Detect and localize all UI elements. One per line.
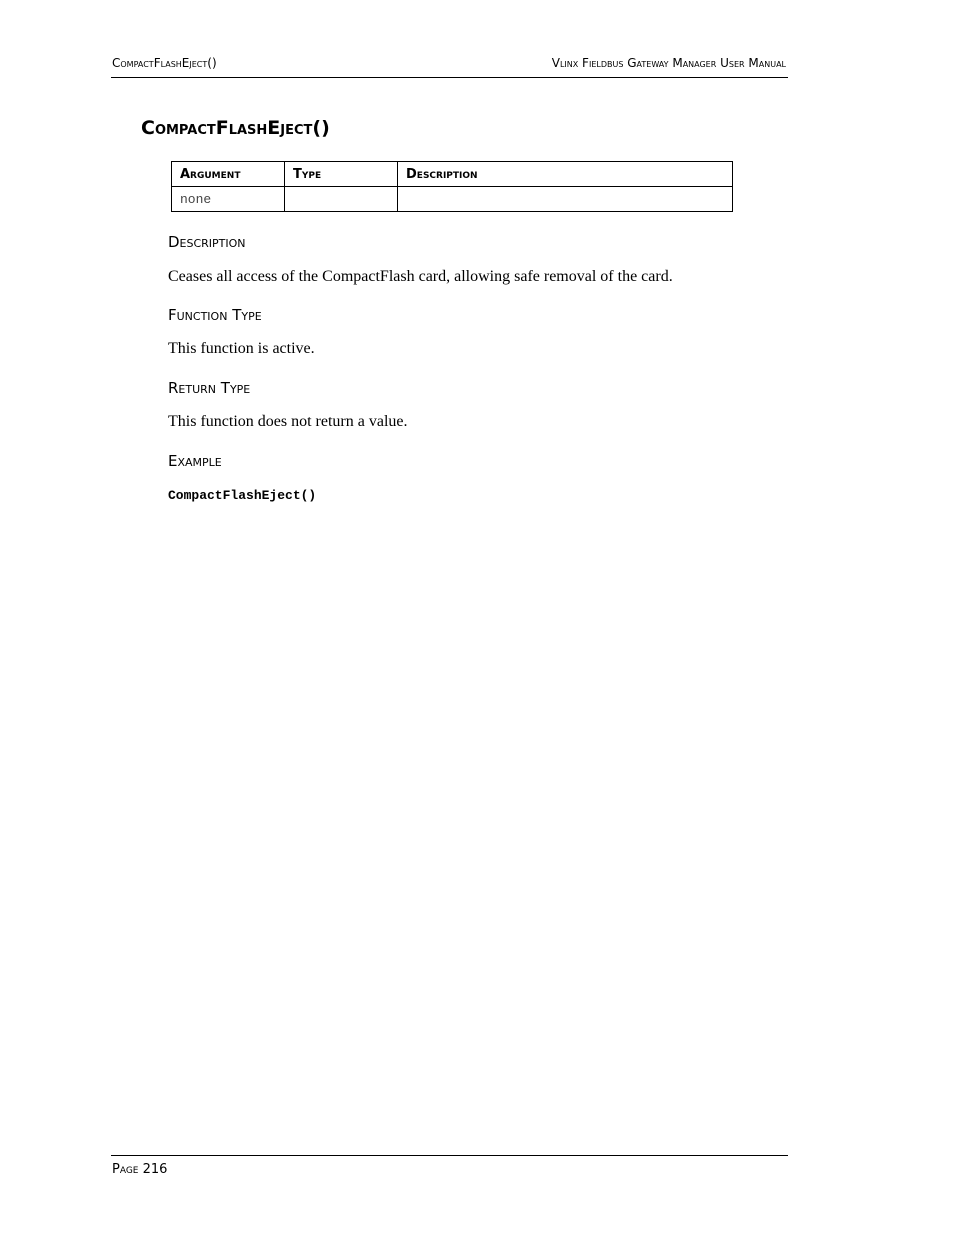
table-row [172, 187, 733, 212]
argument-cell: none [172, 187, 285, 212]
return-type-heading: Return Type [168, 379, 251, 397]
example-heading: Example [168, 452, 222, 470]
return-type-text: This function does not return a value. [168, 413, 408, 430]
column-header-description: Description [398, 162, 733, 187]
header-section-title: CompactFlashEject() [112, 56, 217, 70]
function-type-text: This function is active. [168, 340, 315, 357]
page-number: Page 216 [112, 1162, 168, 1177]
function-type-heading: Function Type [168, 306, 262, 324]
page-header [111, 56, 788, 78]
description-heading: Description [168, 233, 246, 251]
page-title: CompactFlashEject() [141, 117, 330, 139]
column-header-type: Type [285, 162, 398, 187]
header-manual-title: Vlinx Fieldbus Gateway Manager User Manual [551, 56, 786, 70]
table-header-row [172, 162, 733, 187]
description-cell [398, 187, 733, 212]
page-footer [111, 1155, 788, 1177]
type-cell [285, 187, 398, 212]
description-text: Ceases all access of the CompactFlash card, allowing safe removal of the card. [168, 268, 673, 285]
arguments-table [171, 161, 733, 212]
column-header-argument: Argument [172, 162, 285, 187]
example-code: CompactFlashEject() [168, 488, 317, 503]
